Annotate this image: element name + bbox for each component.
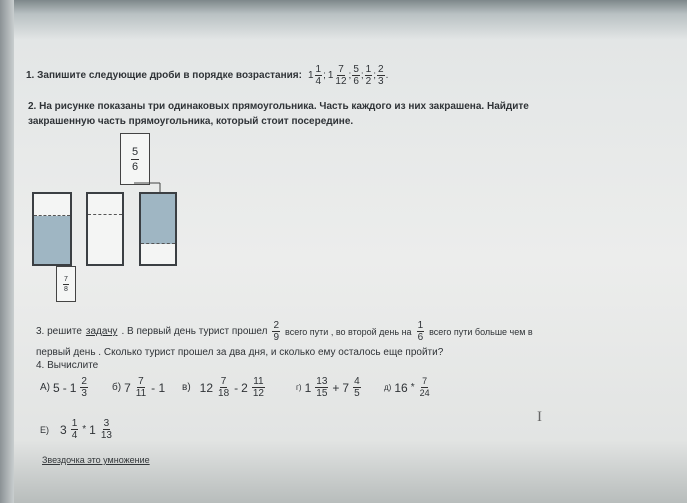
task4-item-a <box>40 376 89 399</box>
task4-item-g <box>296 376 362 399</box>
t1-f1-num: 1 <box>315 64 322 75</box>
t1-sep: ; <box>323 70 326 81</box>
task1-text: 1. Запишите следующие дроби в порядке возрастания: <box>26 70 302 81</box>
item-d-frac <box>419 376 431 399</box>
multiplication-note: Звездочка это умножение <box>42 455 150 465</box>
task4-item-d <box>384 376 432 399</box>
label-top-num: 5 <box>131 145 139 158</box>
item-g-op: + <box>332 380 340 395</box>
task4-title: 4. Вычислите <box>36 360 99 371</box>
item-g-den2: 5 <box>354 388 360 399</box>
item-g-num1: 13 <box>316 376 328 387</box>
item-g-label: г) <box>296 383 302 392</box>
item-b-frac <box>135 376 147 399</box>
item-e-whole: 3 <box>60 422 67 437</box>
item-g-frac2 <box>353 376 361 399</box>
item-e-num1: 1 <box>71 418 78 429</box>
item-g-frac1 <box>315 376 328 399</box>
item-b-op: - 1 <box>151 380 166 395</box>
text-cursor-icon: I <box>537 409 542 425</box>
task3-end: всего пути больше чем в <box>429 326 533 337</box>
t3-f1-num: 2 <box>273 320 280 331</box>
item-v-frac1 <box>217 376 230 399</box>
task2-line1: 2. На рисунке показаны три одинаковых прямоугольника. Часть каждого из них закрашена. Найдите <box>28 101 529 112</box>
rectangle-right <box>139 192 177 266</box>
t1-fraction-5 <box>377 64 385 87</box>
label-7-8 <box>63 275 69 294</box>
t1-end: . <box>385 70 389 81</box>
item-e-op: * <box>82 424 87 435</box>
t1-sep: ; <box>373 70 377 81</box>
item-e-frac1 <box>71 418 79 441</box>
item-e-num2: 3 <box>103 418 110 429</box>
t1-sep: ; <box>348 70 352 81</box>
item-e-b-whole: 1 <box>89 422 96 437</box>
t1-f5-num: 2 <box>378 64 384 75</box>
item-a-op: - <box>62 380 67 395</box>
item-g-den1: 15 <box>316 388 328 399</box>
t1-f2-num: 7 <box>338 64 344 75</box>
shaded-area-right <box>141 194 175 244</box>
item-a-frac <box>80 376 88 399</box>
item-e-den1: 4 <box>71 430 78 441</box>
t1-f4-num: 1 <box>365 64 372 75</box>
task1-fractions <box>308 64 388 87</box>
item-d-label: д) <box>384 383 392 392</box>
task3-frac-2-9 <box>272 320 280 343</box>
item-v-den1: 18 <box>218 388 230 399</box>
task2-line2: закрашенную часть прямоугольника, который стоит посередине. <box>28 116 354 127</box>
task3-link[interactable]: задачу <box>85 326 118 337</box>
rectangle-middle <box>86 192 124 266</box>
item-g-b-whole: 7 <box>342 380 350 395</box>
t1-fraction-4 <box>365 64 373 87</box>
item-b-whole: 7 <box>124 380 131 395</box>
task3-line1 <box>36 320 533 343</box>
item-b-label: б) <box>112 382 122 393</box>
item-d-op: * <box>410 382 415 393</box>
item-b-den: 11 <box>135 388 147 399</box>
item-v-num2: 11 <box>253 376 264 387</box>
label-top-den: 6 <box>131 160 139 173</box>
t1-f4-den: 2 <box>365 76 372 87</box>
bottom-fraction-label <box>56 266 76 302</box>
dashed-line-left <box>34 215 70 216</box>
dashed-line-middle <box>88 214 122 215</box>
rectangle-left <box>32 192 72 266</box>
t1-f1-den: 4 <box>315 76 322 87</box>
t3-f2-num: 1 <box>417 320 424 331</box>
task4-item-v <box>182 376 266 399</box>
t1-f2-den: 12 <box>335 76 347 87</box>
item-v-num1: 7 <box>220 376 227 387</box>
item-d-num: 7 <box>422 376 428 386</box>
item-a-b-whole: 1 <box>69 380 77 395</box>
item-v-frac2 <box>252 376 265 399</box>
t1-f3-den: 6 <box>353 76 359 87</box>
t1-sep: ; <box>360 70 364 81</box>
item-e-frac2 <box>100 418 113 441</box>
t1-f5-den: 3 <box>378 76 384 87</box>
t1-f2-whole: 1 <box>327 70 334 81</box>
item-g-num2: 4 <box>354 376 360 387</box>
item-v-whole: 12 <box>199 380 214 395</box>
t1-fraction-1 <box>315 64 323 87</box>
t1-fraction-2 <box>334 64 347 87</box>
t1-fraction-3 <box>352 64 360 87</box>
item-a-whole: 5 <box>53 380 60 395</box>
task4-item-e <box>40 418 114 441</box>
item-g-whole: 1 <box>304 380 312 395</box>
item-d-whole: 16 <box>394 380 408 395</box>
t1-f1-whole: 1 <box>307 70 314 81</box>
item-e-label: Е) <box>40 424 49 435</box>
task3-mid: . В первый день турист прошел <box>121 326 268 337</box>
item-a-label: А) <box>40 382 50 393</box>
task4-item-b <box>112 376 165 399</box>
label-bottom-den: 8 <box>64 285 68 293</box>
item-v-den2: 12 <box>252 388 264 399</box>
dashed-line-right <box>141 243 175 244</box>
item-v-b-whole: 2 <box>241 380 248 395</box>
item-e-den2: 13 <box>100 430 112 441</box>
label-bottom-num: 7 <box>64 275 68 283</box>
item-a-num: 2 <box>81 376 87 387</box>
task3-line2: первый день . Сколько турист прошел за два дня, и сколько ему осталось еще пройти? <box>36 347 444 358</box>
task1-line <box>26 64 388 87</box>
item-v-label: в) <box>182 382 191 393</box>
task3-prefix: 3. решите <box>36 326 82 337</box>
item-v-op: - <box>234 380 239 395</box>
t3-f1-den: 9 <box>273 332 280 343</box>
shaded-area-left <box>34 216 70 264</box>
item-b-num: 7 <box>138 376 144 387</box>
t3-f2-den: 6 <box>417 332 424 343</box>
task3-frac-1-6 <box>417 320 425 343</box>
item-d-den: 24 <box>419 388 430 398</box>
t1-f3-num: 5 <box>353 64 359 75</box>
task3-mid2: всего пути , во второй день на <box>285 326 412 337</box>
item-a-den: 3 <box>81 388 87 399</box>
